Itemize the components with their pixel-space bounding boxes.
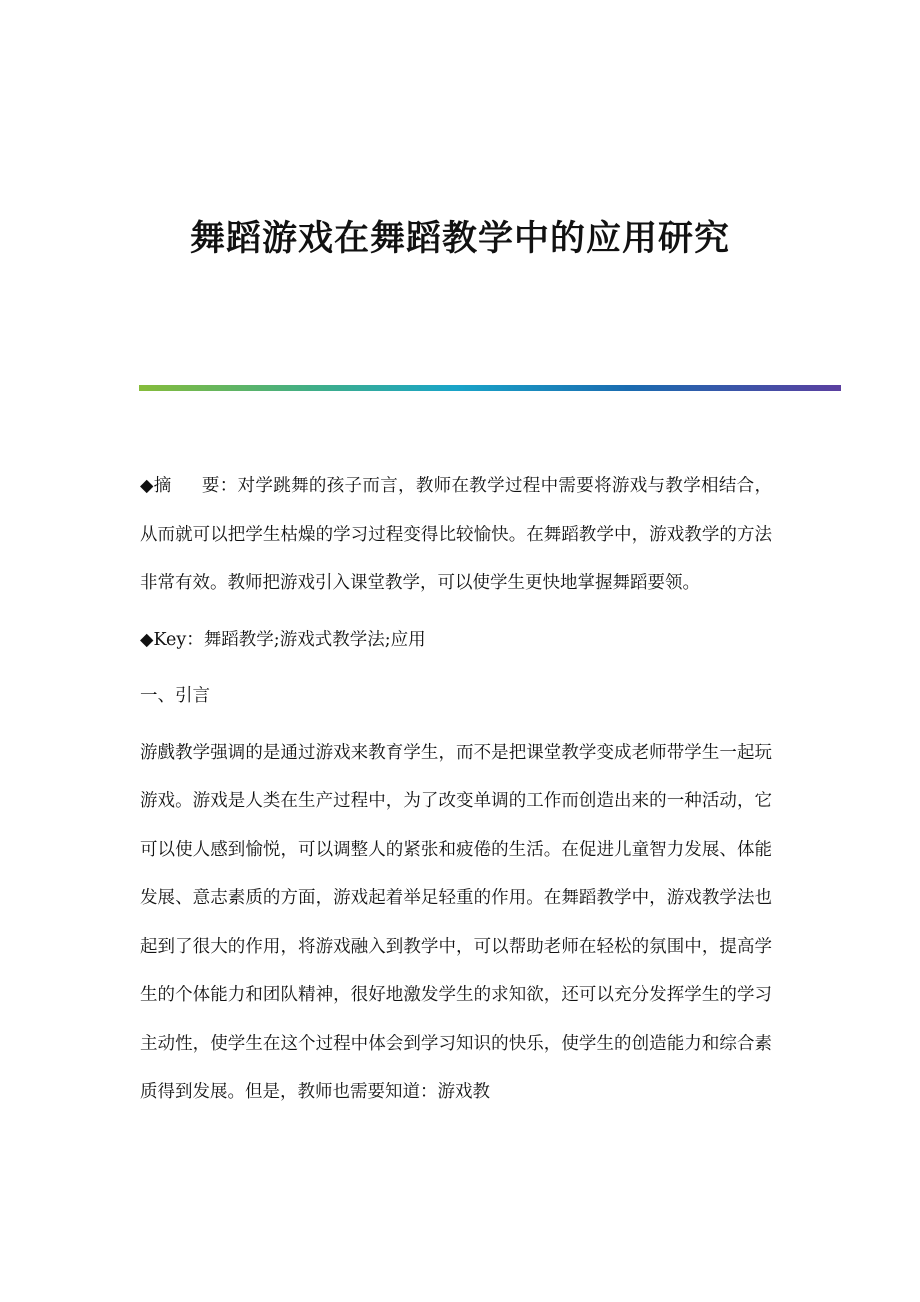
body-paragraph: 游戲教学强调的是通过游戏来教育学生，而不是把课堂教学变成老师带学生一起玩游戏。游戏是人类在生产过程中，为了改变单调的工作而创造出来的一种活动，它可以使人感到愉悦，可以调整人的紧张和疲倦的生活。在促进儿童智力发展、体能发展、意志素质的方面，游戏起着举足轻重的作用。在舞蹈教学中，游戏教学法也起到了很大的作用，将游戏融入到教学中，可以帮助老师在轻松的氛围中，提高学生的个体能力和团队精神，很好地激发学生的求知欲，还可以充分发挥学生的学习主动性，使学生在这个过程中体会到学习知识的快乐，使学生的创造能力和综合素质得到发展。但是，教师也需要知道：游戏教 xyxy=(140,742,772,1102)
abstract-paragraph xyxy=(140,462,772,608)
keywords-label: ◆Key： xyxy=(140,629,204,650)
document-body xyxy=(140,462,772,1117)
abstract-label-second: 要： xyxy=(201,476,238,496)
keywords-text: 舞蹈教学;游戏式教学法;应用 xyxy=(203,629,426,650)
abstract-label-first: ◆摘 xyxy=(140,476,172,496)
section-heading: 一、引言 xyxy=(140,686,210,706)
document-title: 舞蹈游戏在舞蹈教学中的应用研究 xyxy=(189,218,730,259)
abstract-text: 对学跳舞的孩子而言，教师在教学过程中需要将游戏与教学相结合，从而就可以把学生枯燥的学习过程变得比较愉快。在舞蹈教学中，游戏教学的方法非常有效。教师把游戏引入课堂教学，可以使学生更快地掌握舞蹈要领。 xyxy=(140,476,773,593)
keywords-paragraph xyxy=(140,616,772,665)
gradient-divider xyxy=(139,385,841,391)
